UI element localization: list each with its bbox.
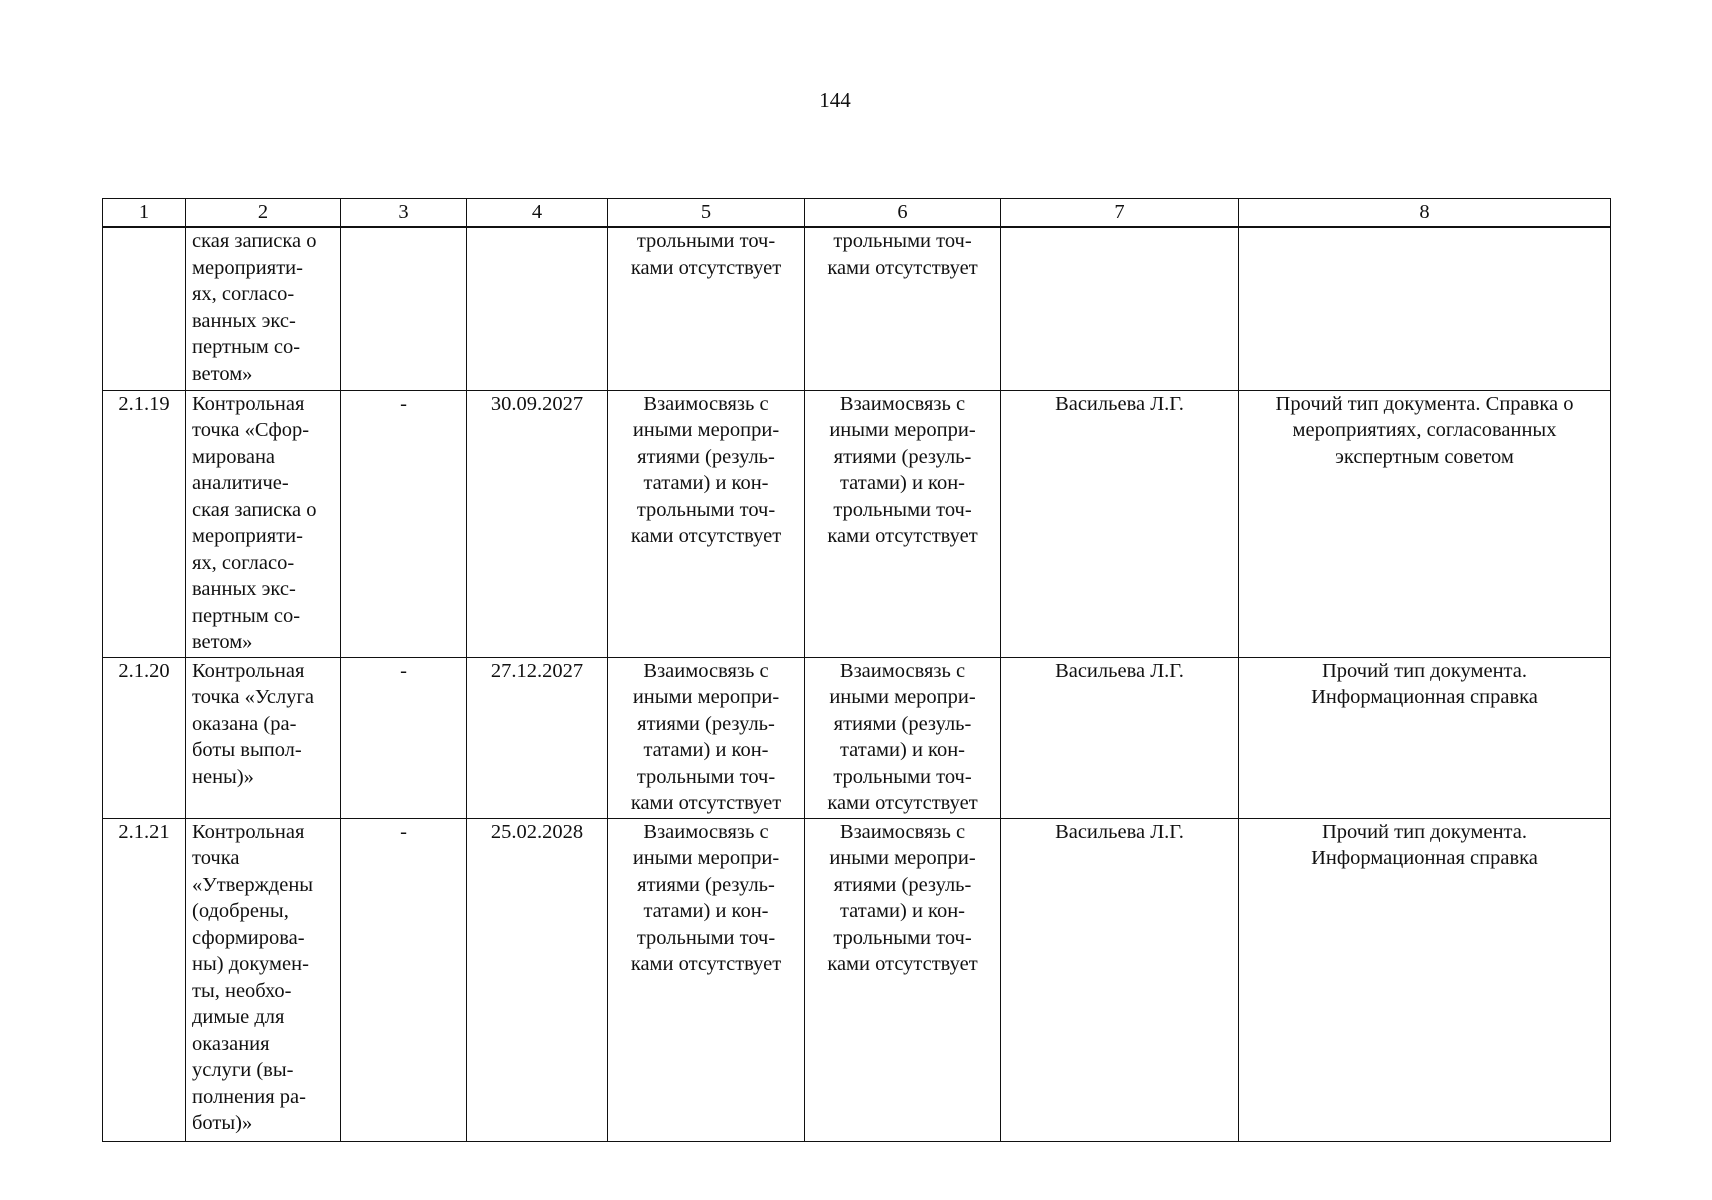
responsible-person: Васильева Л.Г. bbox=[1055, 392, 1184, 415]
column-header: 8 bbox=[1239, 199, 1611, 228]
table-row bbox=[103, 818, 1611, 1141]
relation-cell bbox=[805, 390, 1001, 657]
relation-text: Взаимосвязь с иными меропри- ятиями (резуль- татами) и кон- трольными точ- ками отсутствует bbox=[630, 820, 782, 975]
relation-cell bbox=[608, 390, 805, 657]
responsible-cell bbox=[1001, 227, 1239, 390]
document-type: Прочий тип документа. Информационная справка bbox=[1311, 820, 1538, 869]
column-header: 3 bbox=[341, 199, 467, 228]
document-type: Прочий тип документа. Справка о мероприятиях, согласованных экспертным советом bbox=[1275, 392, 1574, 468]
control-point-name: ская записка о мероприяти- ях, согласо- ванных экс- пертным со- ветом» bbox=[192, 230, 317, 385]
control-point-name: Контрольная точка «Сфор- мирована аналитиче- ская записка о мероприяти- ях, согласо- ванных экс- пертным со- ветом» bbox=[192, 392, 317, 653]
date-cell bbox=[467, 227, 608, 390]
table-row bbox=[103, 657, 1611, 818]
column-header: 5 bbox=[608, 199, 805, 228]
column-header: 2 bbox=[186, 199, 341, 228]
table-row bbox=[103, 390, 1611, 657]
relation-cell bbox=[805, 657, 1001, 818]
document-type-cell bbox=[1239, 818, 1611, 1141]
document-type-cell bbox=[1239, 227, 1611, 390]
deadline-date: 30.09.2027 bbox=[490, 392, 584, 415]
row-number: 2.1.21 bbox=[118, 820, 170, 843]
table-row bbox=[103, 227, 1611, 390]
relation-cell bbox=[608, 657, 805, 818]
control-point-name-cell bbox=[186, 818, 341, 1141]
relation-text: трольными точ- ками отсутствует bbox=[630, 230, 782, 279]
control-points-table bbox=[102, 198, 1611, 1142]
deadline-date: 25.02.2028 bbox=[490, 820, 584, 843]
control-point-name-cell bbox=[186, 657, 341, 818]
column-header: 1 bbox=[103, 199, 186, 228]
date-cell bbox=[467, 390, 608, 657]
relation-cell bbox=[608, 818, 805, 1141]
col3-cell bbox=[341, 390, 467, 657]
column-header: 7 bbox=[1001, 199, 1239, 228]
row-number-cell bbox=[103, 390, 186, 657]
relation-cell bbox=[805, 818, 1001, 1141]
row-number: 2.1.19 bbox=[118, 392, 170, 415]
responsible-person: Васильева Л.Г. bbox=[1055, 820, 1184, 843]
control-point-name: Контрольная точка «Услуга оказана (ра- боты выпол- нены)» bbox=[192, 659, 314, 788]
row-number: 2.1.20 bbox=[118, 659, 170, 682]
control-point-name: Контрольная точка «Утверждены (одобрены, сформирова- ны) докумен- ты, необхо- димые для оказания услуги (вы- полнения ра- боты)» bbox=[192, 820, 314, 1134]
col3-cell bbox=[341, 657, 467, 818]
responsible-cell bbox=[1001, 818, 1239, 1141]
document-type-cell bbox=[1239, 657, 1611, 818]
date-cell bbox=[467, 657, 608, 818]
row-number-cell bbox=[103, 657, 186, 818]
row-number-cell bbox=[103, 227, 186, 390]
col3-cell bbox=[341, 227, 467, 390]
col3-value: - bbox=[400, 392, 407, 415]
deadline-date: 27.12.2027 bbox=[490, 659, 584, 682]
column-number-row bbox=[103, 199, 1611, 228]
relation-text: Взаимосвязь с иными меропри- ятиями (резуль- татами) и кон- трольными точ- ками отсутствует bbox=[827, 659, 978, 814]
responsible-person: Васильева Л.Г. bbox=[1055, 659, 1184, 682]
relation-cell bbox=[805, 227, 1001, 390]
responsible-cell bbox=[1001, 390, 1239, 657]
date-cell bbox=[467, 818, 608, 1141]
col3-value: - bbox=[400, 820, 407, 843]
document-type-cell bbox=[1239, 390, 1611, 657]
page-number: 144 bbox=[819, 88, 851, 112]
col3-value: - bbox=[400, 659, 407, 682]
relation-text: трольными точ- ками отсутствует bbox=[827, 230, 978, 279]
relation-text: Взаимосвязь с иными меропри- ятиями (резуль- татами) и кон- трольными точ- ками отсутствует bbox=[630, 392, 782, 547]
relation-cell bbox=[608, 227, 805, 390]
control-point-name-cell bbox=[186, 390, 341, 657]
col3-cell bbox=[341, 818, 467, 1141]
relation-text: Взаимосвязь с иными меропри- ятиями (резуль- татами) и кон- трольными точ- ками отсутствует bbox=[827, 820, 978, 975]
responsible-cell bbox=[1001, 657, 1239, 818]
document-type: Прочий тип документа. Информационная справка bbox=[1311, 659, 1538, 708]
column-header: 6 bbox=[805, 199, 1001, 228]
control-point-name-cell bbox=[186, 227, 341, 390]
column-header: 4 bbox=[467, 199, 608, 228]
relation-text: Взаимосвязь с иными меропри- ятиями (резуль- татами) и кон- трольными точ- ками отсутствует bbox=[827, 392, 978, 547]
relation-text: Взаимосвязь с иными меропри- ятиями (резуль- татами) и кон- трольными точ- ками отсутствует bbox=[630, 659, 782, 814]
row-number-cell bbox=[103, 818, 186, 1141]
